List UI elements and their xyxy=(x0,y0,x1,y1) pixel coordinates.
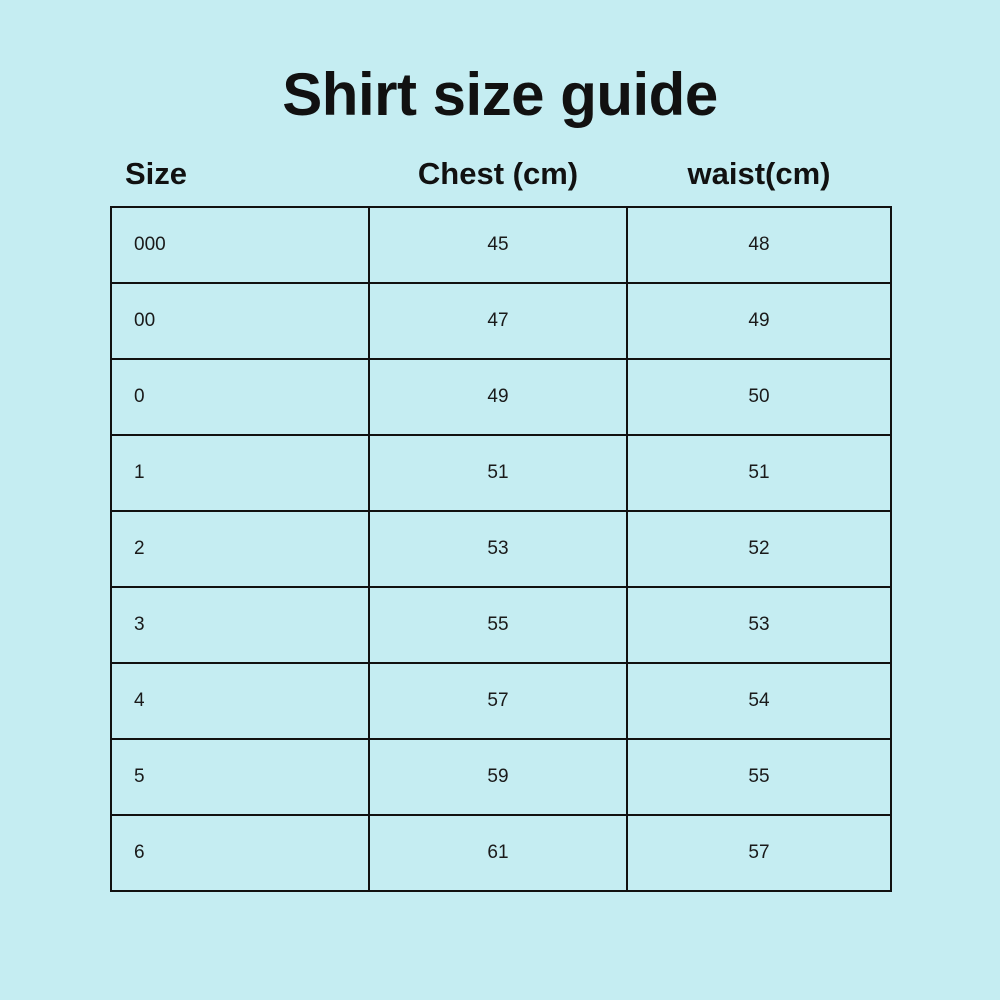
cell-size: 00 xyxy=(111,283,369,359)
table-row xyxy=(111,663,891,739)
cell-size: 000 xyxy=(111,207,369,283)
cell-waist: 48 xyxy=(627,207,891,283)
cell-chest: 51 xyxy=(369,435,627,511)
cell-waist: 54 xyxy=(627,663,891,739)
table-row xyxy=(111,739,891,815)
cell-waist: 57 xyxy=(627,815,891,891)
cell-chest: 55 xyxy=(369,587,627,663)
cell-size: 6 xyxy=(111,815,369,891)
cell-size: 3 xyxy=(111,587,369,663)
cell-size: 4 xyxy=(111,663,369,739)
table-row xyxy=(111,435,891,511)
cell-chest: 61 xyxy=(369,815,627,891)
table-row xyxy=(111,359,891,435)
cell-waist: 53 xyxy=(627,587,891,663)
cell-size: 5 xyxy=(111,739,369,815)
cell-chest: 45 xyxy=(369,207,627,283)
cell-waist: 55 xyxy=(627,739,891,815)
table-row xyxy=(111,207,891,283)
table-row xyxy=(111,283,891,359)
cell-chest: 49 xyxy=(369,359,627,435)
cell-size: 1 xyxy=(111,435,369,511)
cell-chest: 53 xyxy=(369,511,627,587)
table-header xyxy=(111,156,891,207)
cell-waist: 50 xyxy=(627,359,891,435)
cell-waist: 49 xyxy=(627,283,891,359)
table-header-row xyxy=(111,156,891,207)
cell-waist: 51 xyxy=(627,435,891,511)
cell-chest: 57 xyxy=(369,663,627,739)
table-body xyxy=(111,207,891,891)
column-header-chest: Chest (cm) xyxy=(417,156,579,191)
table-row xyxy=(111,815,891,891)
page-title: Shirt size guide xyxy=(282,61,718,128)
table-row xyxy=(111,511,891,587)
cell-chest: 59 xyxy=(369,739,627,815)
shirt-size-table xyxy=(110,156,892,892)
size-table-container xyxy=(110,128,890,892)
cell-size: 0 xyxy=(111,359,369,435)
cell-waist: 52 xyxy=(627,511,891,587)
column-header-size: Size xyxy=(125,156,188,191)
cell-chest: 47 xyxy=(369,283,627,359)
column-header-waist: waist(cm) xyxy=(687,156,831,191)
table-row xyxy=(111,587,891,663)
cell-size: 2 xyxy=(111,511,369,587)
